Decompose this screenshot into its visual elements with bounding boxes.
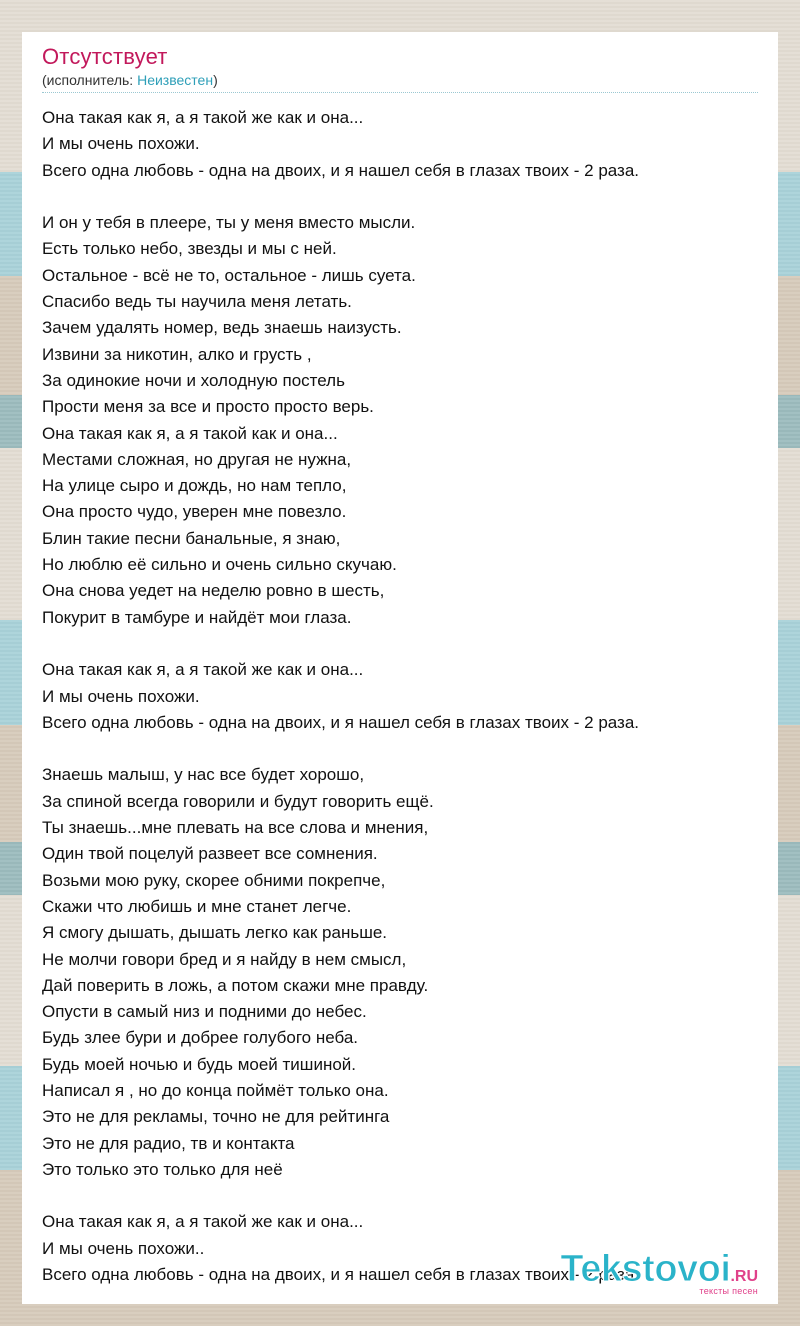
site-logo[interactable] xyxy=(560,1250,758,1296)
lyric-line: Местами сложная, но другая не нужна, xyxy=(42,449,352,469)
brand-domain: .RU xyxy=(730,1268,758,1285)
lyric-line: Всего одна любовь - одна на двоих, и я нашел себя в глазах твоих - 2 раза. xyxy=(42,160,640,180)
song-title: Отсутствует xyxy=(42,44,168,69)
lyric-line: И он у тебя в плеере, ты у меня вместо мысли. xyxy=(42,213,416,233)
lyric-line: Спасибо ведь ты научила меня летать. xyxy=(42,292,352,312)
lyrics-text xyxy=(42,105,772,1288)
lyric-line: И мы очень похожи.. xyxy=(42,1238,205,1258)
lyric-line: Блин такие песни банальные, я знаю, xyxy=(42,528,341,548)
lyric-line: Она такая как я, а я такой же как и она... xyxy=(42,1212,364,1232)
lyric-line: Покурит в тамбуре и найдёт мои глаза. xyxy=(42,607,352,627)
lyric-line: Будь злее бури и добрее голубого неба. xyxy=(42,1028,359,1048)
title-divider xyxy=(42,92,758,93)
brand-name: Tekstovoi xyxy=(560,1248,731,1290)
lyric-line: Это не для радио, тв и контакта xyxy=(42,1133,295,1153)
brand-tagline: тексты песен xyxy=(699,1286,758,1296)
stanza-break xyxy=(42,736,772,762)
lyric-line: Она просто чудо, уверен мне повезло. xyxy=(42,502,347,522)
lyric-line: Она такая как я, а я такой же как и она... xyxy=(42,108,364,127)
artist-prefix: (исполнитель: xyxy=(42,72,138,88)
lyric-line: Она такая как я, а я такой как и она... xyxy=(42,423,338,443)
lyric-line: За одинокие ночи и холодную постель xyxy=(42,370,345,390)
artist-line xyxy=(42,72,218,88)
lyric-line: Она такая как я, а я такой же как и она... xyxy=(42,660,364,680)
stanza-break xyxy=(42,184,772,210)
lyric-line: И мы очень похожи. xyxy=(42,686,200,706)
lyric-line: Возьми мою руку, скорее обними покрепче, xyxy=(42,870,386,890)
lyric-line: Есть только небо, звезды и мы с ней. xyxy=(42,239,337,259)
lyric-line: Она снова уедет на неделю ровно в шесть, xyxy=(42,581,385,601)
lyric-line: За спиной всегда говорили и будут говорить ещё. xyxy=(42,791,434,811)
lyric-line: Извини за никотин, алко и грусть , xyxy=(42,344,312,364)
lyric-line: Всего одна любовь - одна на двоих, и я нашел себя в глазах твоих - 2 раза. xyxy=(42,1265,640,1285)
lyric-line: Один твой поцелуй развеет все сомнения. xyxy=(42,844,378,864)
lyric-line: Зачем удалять номер, ведь знаешь наизусть. xyxy=(42,318,402,338)
lyric-line: Это не для рекламы, точно не для рейтинга xyxy=(42,1107,390,1127)
artist-link[interactable]: Неизвестен xyxy=(137,72,214,88)
lyric-line: Будь моей ночью и будь моей тишиной. xyxy=(42,1054,357,1074)
lyric-line: Прости меня за все и просто просто верь. xyxy=(42,397,374,417)
lyric-line: На улице сыро и дождь, но нам тепло, xyxy=(42,476,347,496)
lyric-line: Дай поверить в ложь, а потом скажи мне правду. xyxy=(42,975,429,995)
artist-suffix: ) xyxy=(213,72,218,88)
stanza-break xyxy=(42,1183,772,1209)
lyric-line: Всего одна любовь - одна на двоих, и я нашел себя в глазах твоих - 2 раза. xyxy=(42,712,640,732)
lyric-line: И мы очень похожи. xyxy=(42,134,200,154)
lyric-line: Скажи что любишь и мне станет легче. xyxy=(42,896,352,916)
lyric-line: Ты знаешь...мне плевать на все слова и мнения, xyxy=(42,818,429,838)
lyric-line: Остальное - всё не то, остальное - лишь суета. xyxy=(42,265,416,285)
lyric-line: Это только это только для неё xyxy=(42,1159,283,1179)
lyrics-card xyxy=(22,32,778,1304)
lyric-line: Знаешь малыш, у нас все будет хорошо, xyxy=(42,765,365,785)
lyric-line: Но люблю её сильно и очень сильно скучаю. xyxy=(42,555,397,575)
lyric-line: Написал я , но до конца поймёт только она. xyxy=(42,1080,389,1100)
lyric-line: Не молчи говори бред и я найду в нем смысл, xyxy=(42,949,407,969)
lyric-line: Я смогу дышать, дышать легко как раньше. xyxy=(42,923,388,943)
stanza-break xyxy=(42,631,772,657)
lyric-line: Опусти в самый низ и подними до небес. xyxy=(42,1002,367,1022)
